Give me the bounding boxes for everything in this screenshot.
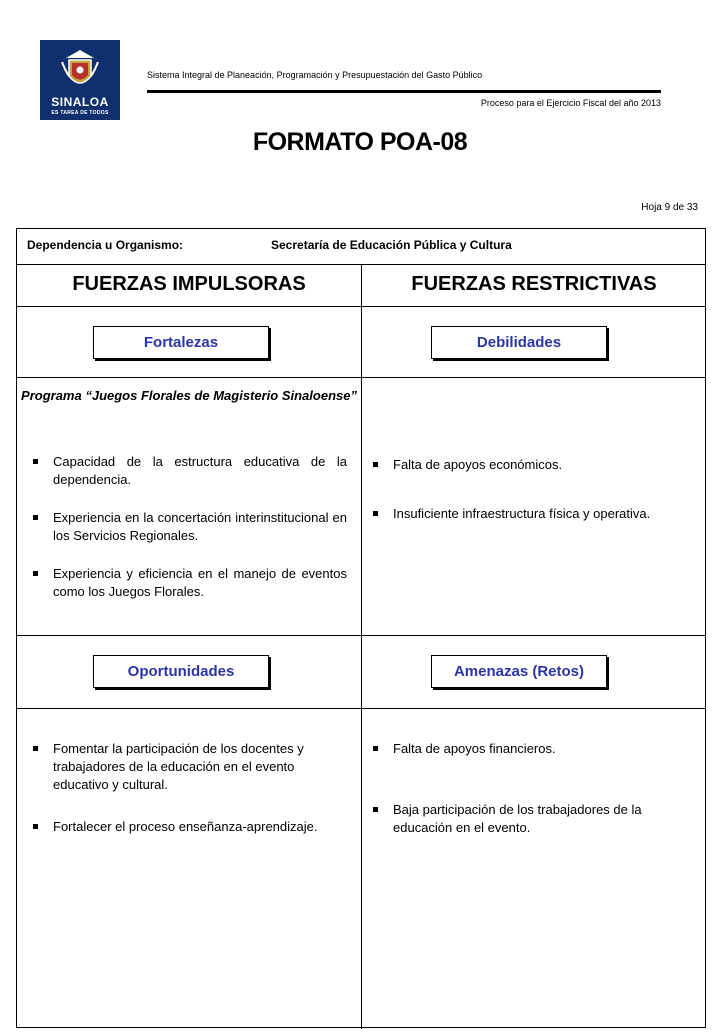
bullet-icon (33, 746, 38, 751)
restrictive-forces-heading: FUERZAS RESTRICTIVAS (411, 273, 657, 295)
list-item: Insuficiente infraestructura física y operativa. (373, 505, 693, 523)
weaknesses-heading: Debilidades (431, 326, 607, 359)
list-item: Fortalecer el proceso enseñanza-aprendizaje. (33, 818, 347, 836)
sinaloa-logo (40, 40, 120, 120)
strengths-heading: Fortalezas (93, 326, 269, 359)
bullet-icon (373, 511, 378, 516)
list-item: Experiencia en la concertación interinstitucional en los Servicios Regionales. (33, 509, 347, 545)
coat-of-arms-icon (60, 46, 100, 92)
bullet-icon (33, 824, 38, 829)
bullet-icon (373, 746, 378, 751)
logo-name: SINALOA (51, 95, 109, 109)
bullet-icon (33, 459, 38, 464)
dependency-label: Dependencia u Organismo: (27, 238, 184, 252)
fiscal-process: Proceso para el Ejercicio Fiscal del año 2013 (480, 98, 661, 108)
logo-tagline: ES TAREA DE TODOS (51, 110, 109, 116)
driving-forces-heading: FUERZAS IMPULSORAS (72, 273, 306, 295)
system-title: Sistema Integral de Planeación, Programación y Presupuestación del Gasto Público (147, 70, 483, 80)
threats-heading: Amenazas (Retos) (431, 655, 607, 688)
bullet-icon (33, 571, 38, 576)
swot-table (16, 228, 706, 1028)
weaknesses-list (373, 456, 693, 523)
bullet-icon (33, 515, 38, 520)
bullet-icon (373, 807, 378, 812)
threats-list (373, 740, 699, 837)
column-divider (361, 265, 362, 1029)
program-title: Programa “Juegos Florales de Magisterio Sinaloense” (21, 388, 357, 403)
dependency-value: Secretaría de Educación Pública y Cultura (271, 238, 512, 252)
strengths-list (33, 453, 347, 601)
list-item: Falta de apoyos financieros. (373, 740, 699, 758)
sheet-number: Hoja 9 de 33 (641, 202, 698, 213)
list-item: Falta de apoyos económicos. (373, 456, 693, 474)
opportunities-heading: Oportunidades (93, 655, 269, 688)
list-item: Capacidad de la estructura educativa de la dependencia. (33, 453, 347, 489)
list-item: Fomentar la participación de los docentes y trabajadores de la educación en el evento educativo y cultural. (33, 740, 347, 794)
form-title: FORMATO POA-08 (252, 128, 468, 156)
header-rule (147, 90, 661, 93)
opportunities-list (33, 740, 347, 836)
list-item: Baja participación de los trabajadores de la educación en el evento. (373, 801, 699, 837)
bullet-icon (373, 462, 378, 467)
list-item: Experiencia y eficiencia en el manejo de eventos como los Juegos Florales. (33, 565, 347, 601)
